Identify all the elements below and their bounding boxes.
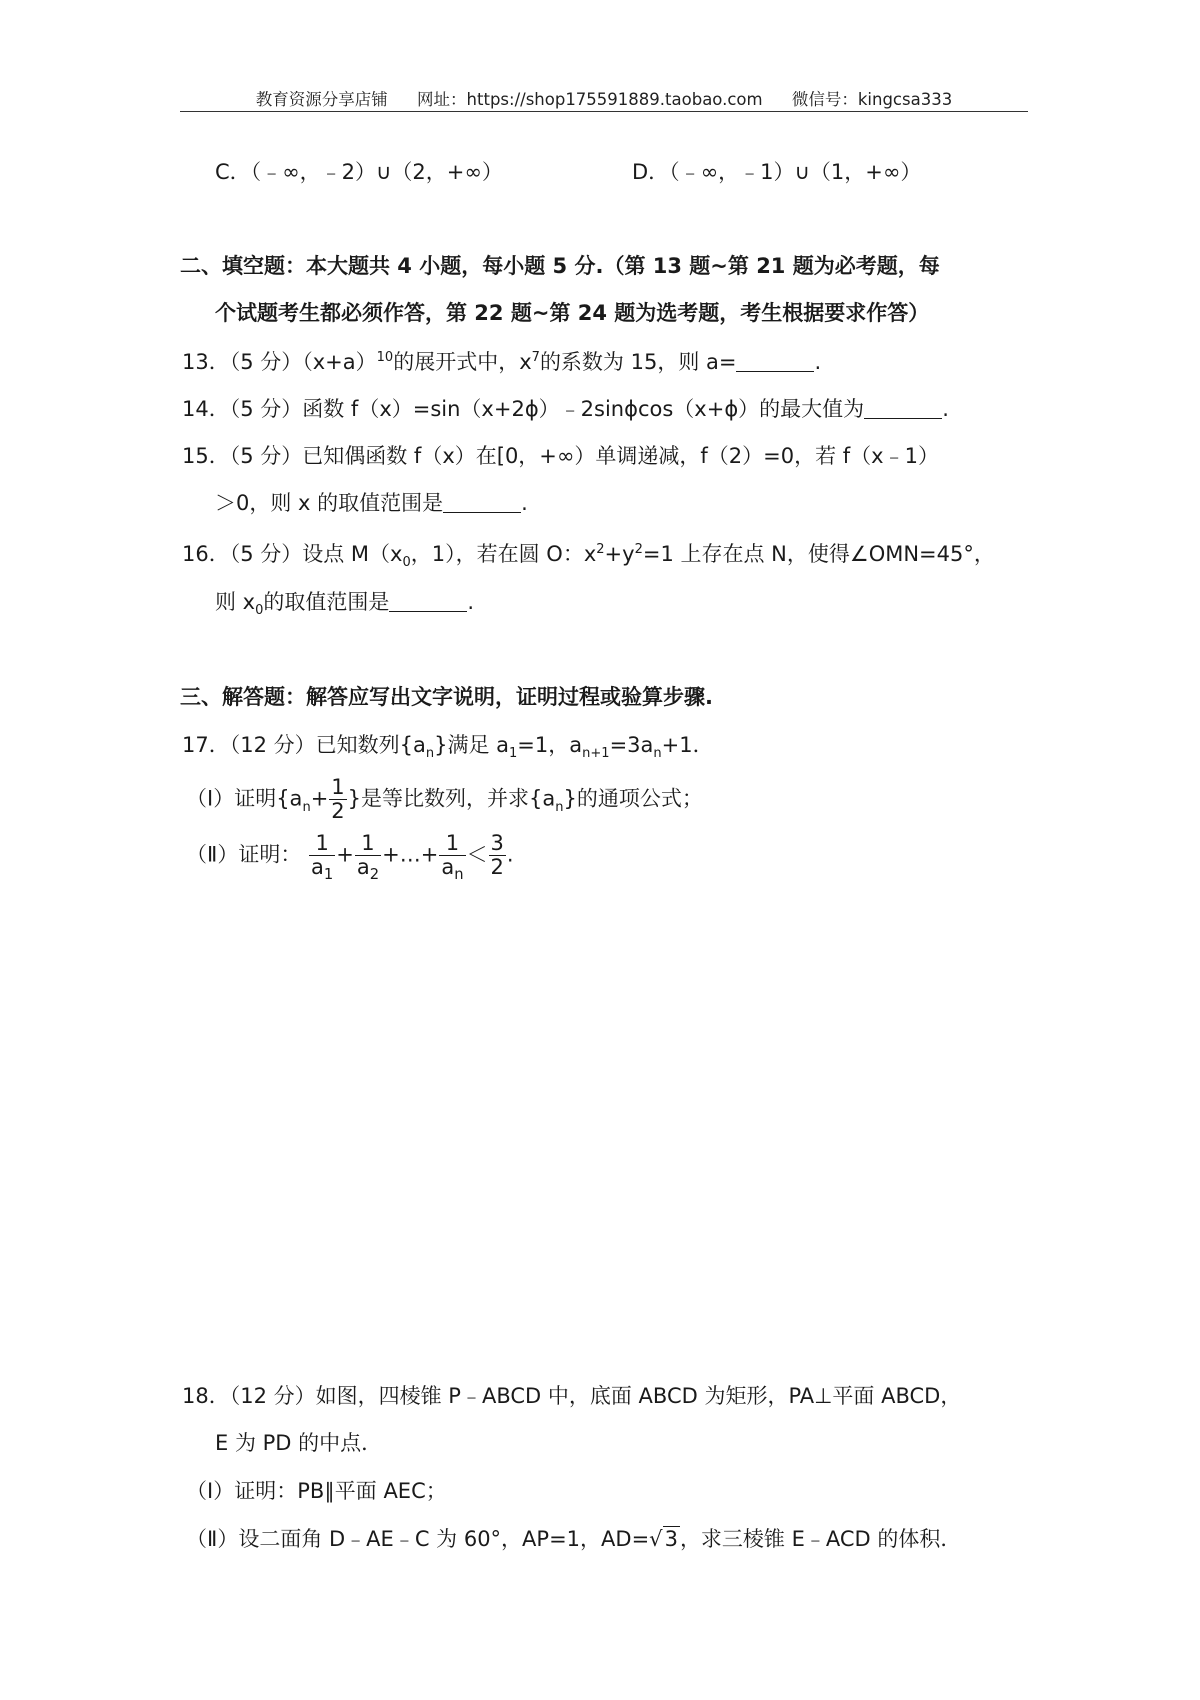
question-18-line2: E 为 PD 的中点．: [215, 1431, 383, 1455]
question-16-line1: 16．（5 分）设点 $M(x_0$，1），若在圆 O：$x^2+y^2=1$ 上存在点 N，使得∠OMN=45°，: [182, 542, 995, 571]
question-13: 13．（5 分）$(x+a)^{10}$的展开式中，$x^7$的系数为 15，则 a= .: [182, 350, 822, 374]
fraction-1-over-a1: $\frac{1}{a_1}$: [311, 831, 334, 884]
question-17: 17．（12 分）已知数列$\{a_n\}$满足 $a_1=1$，$a_{n+1}=3a_n+1$．: [182, 733, 714, 762]
question-17-part2: （Ⅱ）证明： $\frac{1}{a_1}$ + $\frac{1}{a_2}$ +…+ $\frac{1}{a_n}$ ＜ $\frac{3}{2}$ .: [186, 831, 514, 884]
answer-blank[interactable]: [443, 491, 521, 513]
question-18-line1: 18．（12 分）如图，四棱锥 P﹣ABCD 中，底面 ABCD 为矩形，PA⊥平面 ABCD，: [182, 1384, 962, 1408]
section3-title: 三、解答题：解答应写出文字说明，证明过程或验算步骤.: [180, 685, 713, 709]
header-divider: [180, 111, 1028, 112]
fraction-1-over-an: $\frac{1}{a_n}$: [441, 831, 464, 884]
choice-d: D．（﹣∞，﹣1）∪（1，+∞）: [632, 160, 922, 184]
question-15-line2: ＞0，则 x 的取值范围是 .: [215, 491, 528, 515]
choice-c: C．（﹣∞，﹣2）∪（2，+∞）: [215, 160, 503, 184]
fraction-3-over-2: $\frac{3}{2}$: [490, 831, 504, 880]
question-16-line2: 则 $x_0$的取值范围是 .: [215, 590, 475, 619]
header-wechat: 微信号：kingcsa333: [791, 90, 953, 109]
answer-blank[interactable]: [864, 397, 942, 419]
question-15-line1: 15．（5 分）已知偶函数 f（x）在[0，+∞）单调递减，f（2）=0，若 f（x﹣1）: [182, 444, 939, 468]
header-site: 网址：https://shop175591889.taobao.com: [417, 90, 763, 109]
page-header: [180, 86, 1028, 110]
question-17-part1: （Ⅰ）证明{$a_n+$ $\frac{1}{2}$ }是等比数列，并求$\{a_n\}$的通项公式；: [186, 775, 703, 824]
answer-blank[interactable]: [736, 350, 814, 372]
question-18-part1: （Ⅰ）证明：PB∥平面 AEC；: [186, 1479, 447, 1503]
fraction-1-over-a2: $\frac{1}{a_2}$: [356, 831, 380, 884]
question-14: 14．（5 分）函数 f（x）=sin（x+2ϕ）﹣2sinϕcos（x+ϕ）的最大值为 .: [182, 397, 949, 421]
answer-blank[interactable]: [389, 590, 467, 612]
header-shop: 教育资源分享店铺: [255, 90, 388, 109]
section2-title-line1: 二、填空题：本大题共 4 小题，每小题 5 分.（第 13 题~第 21 题为必考题，每: [180, 254, 940, 278]
question-18-part2: （Ⅱ）设二面角 D﹣AE﹣C 为 60°，AP=1，AD=√3，求三棱锥 E﹣ACD 的体积．: [186, 1527, 962, 1551]
fraction-half: $\frac{1}{2}$: [331, 775, 345, 824]
sqrt-3: √3: [649, 1527, 678, 1551]
section2-title-line2: 个试题考生都必须作答，第 22 题~第 24 题为选考题，考生根据要求作答）: [215, 301, 930, 325]
